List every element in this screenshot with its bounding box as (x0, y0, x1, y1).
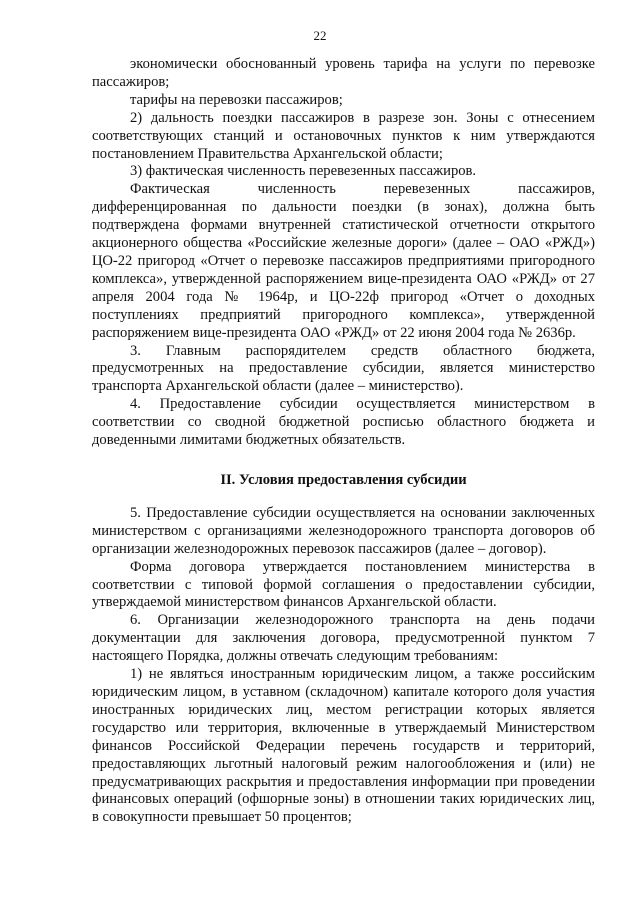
paragraph-tariff-economic: экономически обоснованный уровень тарифа на услуги по перевозке пассажиров; (92, 56, 595, 90)
paragraph-travel-distance: 2) дальность поездки пассажиров в разрезе зон. Зоны с отнесением соответствующих станций и остановочных пунктов к ним утверждаются постановлением Правительства Архангельской области; (92, 109, 595, 162)
document-body (92, 56, 595, 827)
paragraph-item-4: 4. Предоставление субсидии осуществляется министерством в соответствии со сводной бюджетной росписью областного бюджета и доведенными лимитами бюджетных обязательств. (92, 396, 595, 449)
paragraph-item-6: 6. Организации железнодорожного транспорта на день подачи документации для заключения договора, предусмотренной пунктом 7 настоящего Порядка, должны отвечать следующим требованиям: (92, 612, 595, 665)
paragraph-contract-form: Форма договора утверждается постановлением министерства в соответствии с типовой формой соглашения о предоставлении субсидии, утверждаемой министерством финансов Архангельской области. (92, 558, 595, 611)
paragraph-item-5: 5. Предоставление субсидии осуществляется на основании заключенных министерством с организациями железнодорожного транспорта договоров об организации железнодорожных перевозок пассажиров (далее – договор). (92, 504, 595, 557)
section-title: II. Условия предоставления субсидии (220, 471, 467, 488)
paragraph-tariff-rates: тарифы на перевозки пассажиров; (130, 91, 343, 108)
paragraph-requirement-1: 1) не являться иностранным юридическим лицом, а также российским юридическим лицом, в уставном (складочном) капитале которого доля участия иностранных юридических лиц, местом регистрации которых является государство или территория, включенные в утверждаемый Министерством финансов Российской Федерации перечень государств и территорий, предоставляющих льготный налоговый режим налогообложения и (или) не предусматривающих раскрытия и предоставления информации при проведении финансовых операций (офшорные зоны) в отношении таких юридических лиц, в совокупности превышает 50 процентов; (92, 666, 595, 826)
paragraph-passenger-statistics: Фактическая численность перевезенных пассажиров, дифференцированная по дальности поездки (в зонах), должна быть подтверждена формами внутренней статистической отчетности открытого акционерного общества «Российские железные дороги» (далее – ОАО «РЖД») ЦО-22 пригород «Отчет о перевозке пассажиров предприятиями пригородного комплекса», утвержденной распоряжением вице-президента ОАО «РЖД» от 27 апреля 2004 года № 1964р, и ЦО-22ф пригород «Отчет о доходных поступлениях предприятий пригородного комплекса», утвержденной распоряжением вице-президента ОАО «РЖД» от 22 июня 2004 года № 2636р. (92, 181, 595, 341)
paragraph-item-3: 3. Главным распорядителем средств областного бюджета, предусмотренных на предоставление субсидии, является министерство транспорта Архангельской области (далее – министерство). (92, 342, 595, 395)
page-number: 22 (313, 28, 327, 43)
paragraph-actual-passengers: 3) фактическая численность перевезенных пассажиров. (130, 163, 477, 180)
